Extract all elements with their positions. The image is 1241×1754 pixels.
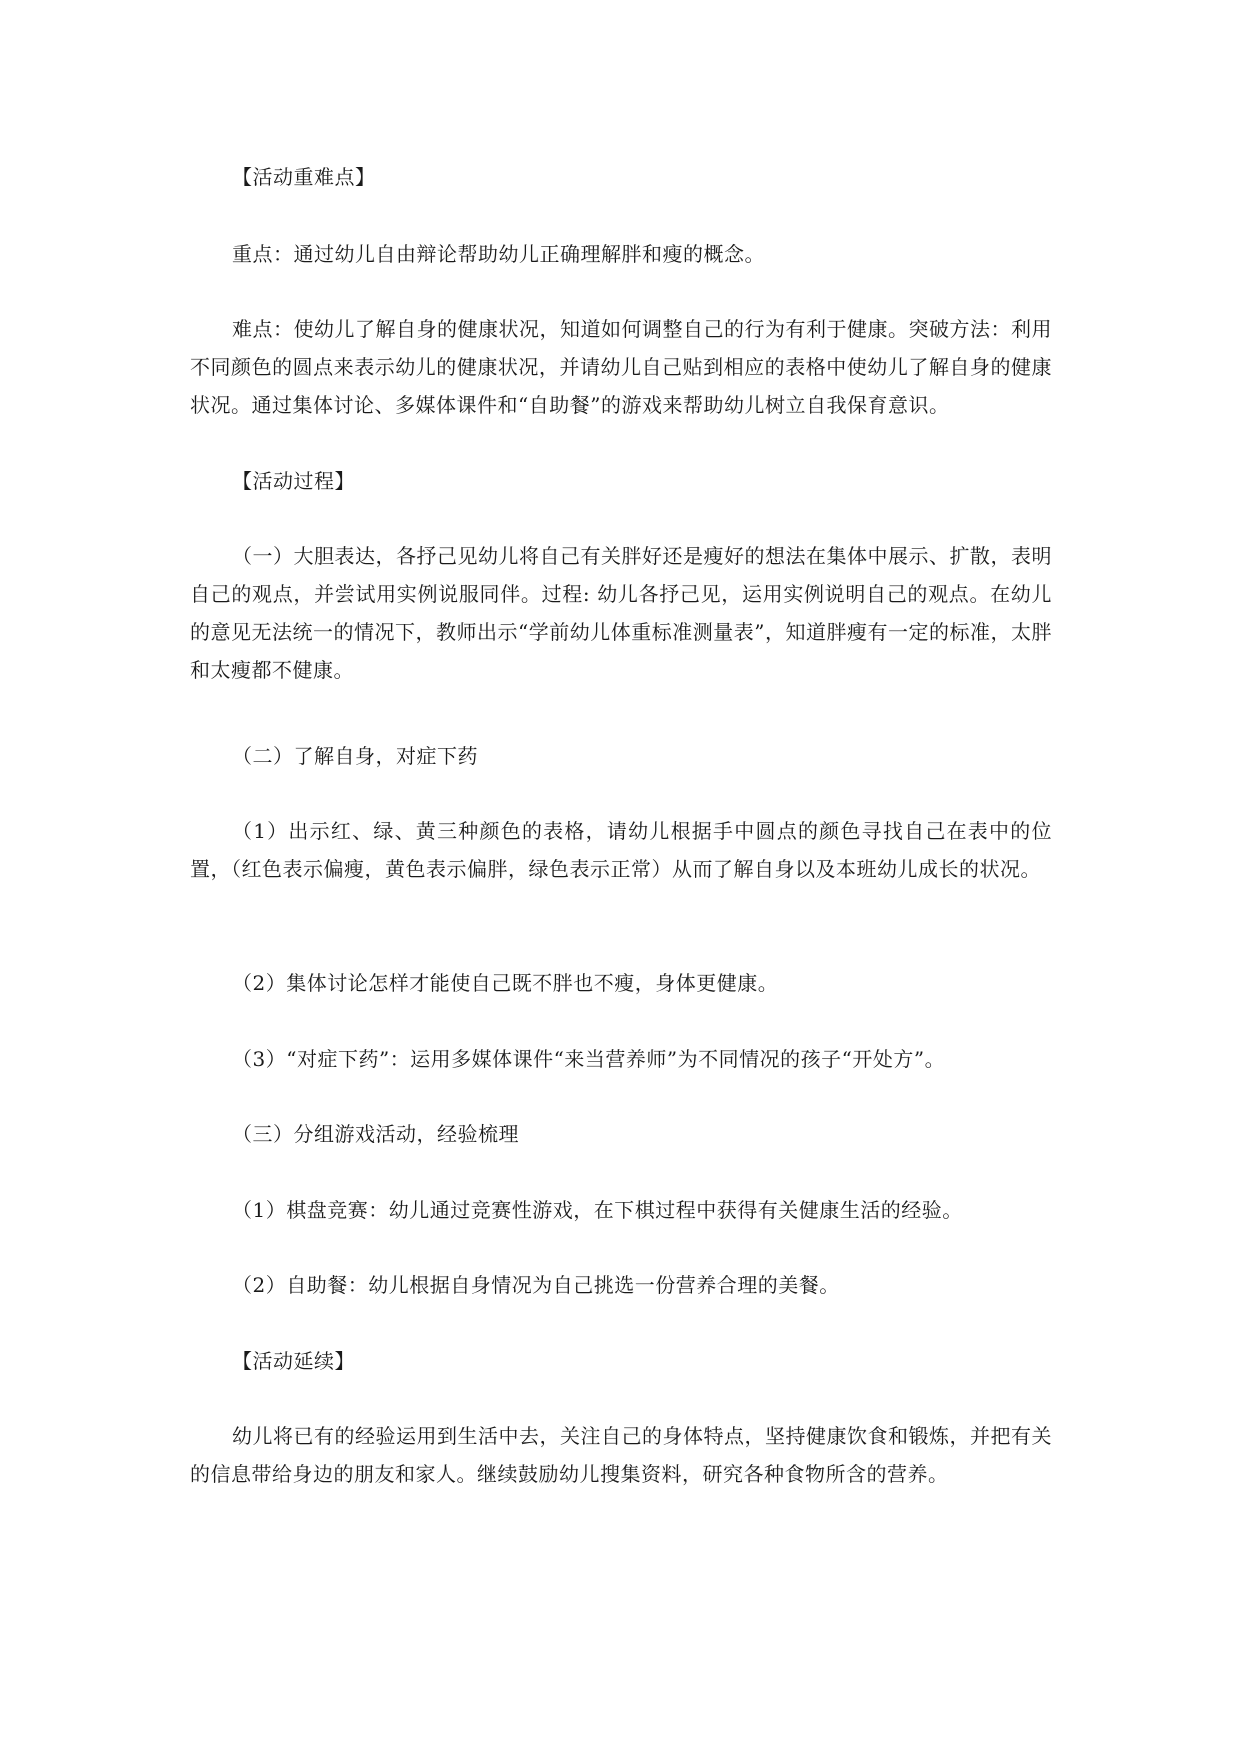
- paragraph-step3-title: （三）分组游戏活动，经验梳理: [232, 1122, 519, 1146]
- heading-key-points: 【活动重难点】: [232, 165, 376, 189]
- paragraph-step2-2: （2）集体讨论怎样才能使自己既不胖也不瘦，身体更健康。: [232, 971, 779, 995]
- paragraph-step2-1: （1）出示红、绿、黄三种颜色的表格，请幼儿根据手中圆点的颜色寻找自己在表中的位置，（红色表示偏瘦，黄色表示偏胖，绿色表示正常）从而了解自身以及本班幼儿成长的状况。: [190, 819, 1052, 881]
- paragraph-extension: 幼儿将已有的经验运用到生活中去，关注自己的身体特点，坚持健康饮食和锻炼，并把有关的信息带给身边的朋友和家人。继续鼓励幼儿搜集资料，研究各种食物所含的营养。: [190, 1424, 1052, 1486]
- paragraph-step3-2: （2）自助餐：幼儿根据自身情况为自己挑选一份营养合理的美餐。: [232, 1273, 840, 1297]
- paragraph-step1: （一）大胆表达，各抒己见幼儿将自己有关胖好还是瘦好的想法在集体中展示、扩散，表明自己的观点，并尝试用实例说服同伴。过程: 幼儿各抒己见，运用实例说明自己的观点。在幼儿的意见无法统一的情况下，教师出示“学前幼儿体重标准测量表”，知道胖瘦有一定的标准，太胖和太瘦都不健康。: [190, 544, 1052, 682]
- heading-extension: 【活动延续】: [232, 1349, 355, 1373]
- paragraph-step3-1: （1）棋盘竞赛：幼儿通过竞赛性游戏，在下棋过程中获得有关健康生活的经验。: [232, 1198, 963, 1222]
- paragraph-key-point: 重点：通过幼儿自由辩论帮助幼儿正确理解胖和瘦的概念。: [232, 242, 765, 266]
- heading-process: 【活动过程】: [232, 469, 355, 493]
- paragraph-step2-3: （3）“对症下药”：运用多媒体课件“来当营养师”为不同情况的孩子“开处方”。: [232, 1047, 946, 1071]
- paragraph-step2-title: （二）了解自身，对症下药: [232, 744, 478, 768]
- paragraph-difficulty: 难点：使幼儿了解自身的健康状况，知道如何调整自己的行为有利于健康。突破方法：利用不同颜色的圆点来表示幼儿的健康状况，并请幼儿自己贴到相应的表格中使幼儿了解自身的健康状况。通过集体讨论、多媒体课件和“自助餐”的游戏来帮助幼儿树立自我保育意识。: [190, 317, 1052, 417]
